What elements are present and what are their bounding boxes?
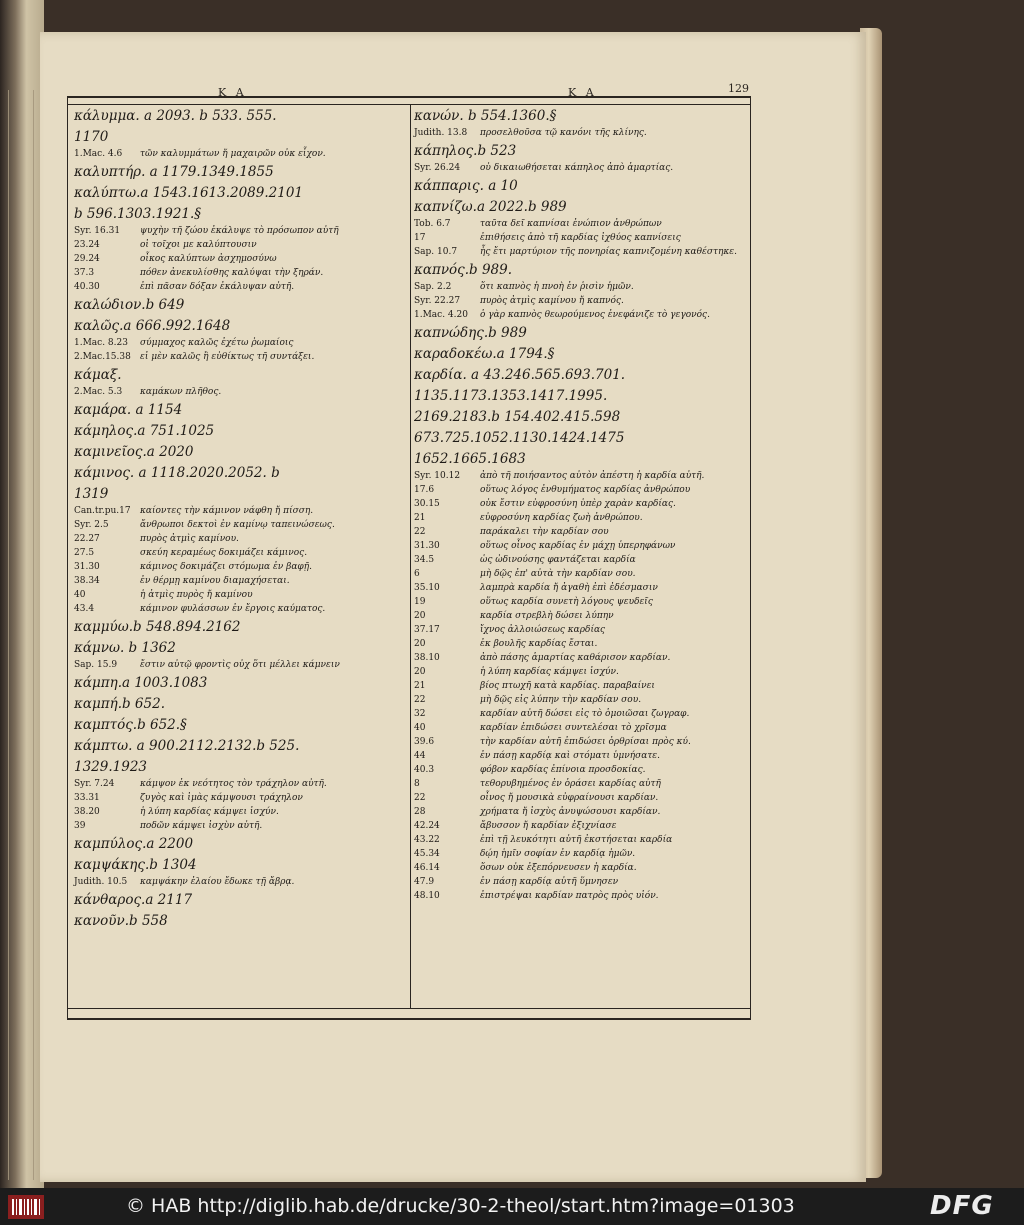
citation-reference: 31.30	[414, 541, 440, 551]
citation-quote: πυρὸς ἀτμὶς καμίνου ἤ καπνός.	[480, 296, 624, 306]
citation-reference: Can.tr.pu.17	[74, 506, 131, 516]
citation-line	[414, 834, 746, 848]
headword-entry	[414, 344, 746, 365]
citation-line	[74, 603, 406, 617]
citation-quote: φόβον καρδίας ἐπίνοια προσδοκίας.	[480, 765, 646, 775]
citation-quote: ἀπὸ τῆ ποιήσαντος αὐτὸν ἀπέστη ἡ καρδία αὐτῆ.	[480, 471, 705, 481]
headword-entry	[74, 463, 406, 484]
citation-reference: 1.Mac. 8.23	[74, 338, 128, 348]
citation-quote: λαμπρὰ καρδία ἤ ἀγαθὴ ἐπὶ ἐδέσμασιν	[480, 583, 658, 593]
citation-reference: 23.24	[74, 240, 100, 250]
citation-line	[414, 582, 746, 596]
citation-quote: ἐπὶ τῇ λευκότητι αὐτῆ ἐκστήσεται καρδία	[480, 835, 673, 845]
citation-reference: Syr. 26.24	[414, 163, 461, 173]
citation-line	[74, 547, 406, 561]
citation-line	[414, 554, 746, 568]
running-head-left: Κ Α	[218, 86, 247, 99]
citation-quote: μὴ δῷς εἰς λύπην τὴν καρδίαν σου.	[480, 695, 642, 705]
citation-quote: εἰ μὲν καλῶς ἢ εὐθίκτως τῆ συντάξει.	[140, 352, 315, 362]
citation-line	[74, 148, 406, 162]
citation-reference: 27.5	[74, 548, 95, 558]
page-number: 129	[728, 82, 749, 95]
citation-line	[414, 540, 746, 554]
citation-line	[74, 519, 406, 533]
headword-entry	[414, 323, 746, 344]
citation-line	[414, 666, 746, 680]
headword-entry	[74, 638, 406, 659]
citation-quote: βίος πτωχῆ κατὰ καρδίας. παραβαίνει	[480, 681, 655, 691]
headword-entry	[74, 442, 406, 463]
citation-quote: οὐ δικαιωθήσεται κάπηλος ἀπὸ ἁμαρτίας.	[480, 163, 674, 173]
citation-reference: 6	[414, 569, 420, 579]
headword-entry	[74, 421, 406, 442]
headword-text: καπνός.b 989.	[414, 262, 513, 278]
copyright-link[interactable]: © HAB http://diglib.hab.de/drucke/30-2-theol/start.htm?image=01303	[126, 1195, 795, 1217]
headword-text: καμψάκης.b 1304	[74, 857, 197, 873]
citation-reference: Sap. 2.2	[414, 282, 452, 292]
citation-quote: κάμψον ἐκ νεότητος τὸν τράχηλον αὐτῆ.	[140, 779, 327, 789]
citation-reference: 8	[414, 779, 420, 789]
citation-reference: 35.10	[414, 583, 440, 593]
citation-reference: 22	[414, 695, 426, 705]
headword-entry	[74, 295, 406, 316]
citation-quote: ἧς ἔτι μαρτύριον τῆς πονηρίας καπνιζομένη καθέστηκε.	[480, 247, 737, 257]
citation-reference: Judith. 13.8	[414, 128, 468, 138]
headword-text: 1329.1923	[74, 759, 148, 775]
headword-entry	[74, 484, 406, 505]
citation-reference: 46.14	[414, 863, 440, 873]
citation-quote: ἐπιθήσεις ἀπὸ τῆ καρδίας ἰχθύος καπνίσεις	[480, 233, 681, 243]
headword-text: καπνίζω.a 2022.b 989	[414, 199, 567, 215]
citation-quote: ἐκ βουλῆς καρδίας ἔσται.	[480, 639, 598, 649]
citation-reference: 2.Mac.15.38	[74, 352, 131, 362]
citation-line	[414, 526, 746, 540]
citation-line	[74, 281, 406, 295]
headword-text: κάνθαρος.a 2117	[74, 892, 193, 908]
citation-quote: ἄβυσσον ἤ καρδίαν ἐξιχνίασε	[480, 821, 617, 831]
frame-rule-bottom	[67, 1008, 751, 1009]
citation-line	[74, 505, 406, 519]
citation-quote: καρδίαν αὐτῆ δώσει εἰς τὸ ὁμοιῶσαι ζωγραφ.	[480, 709, 690, 719]
headword-text: καραδοκέω.a 1794.§	[414, 346, 555, 362]
citation-reference: 34.5	[414, 555, 435, 565]
headword-entry	[74, 162, 406, 183]
citation-reference: 45.34	[414, 849, 440, 859]
citation-line	[414, 309, 746, 323]
citation-line	[414, 246, 746, 260]
citation-quote: οὕτως καρδία συνετὴ λόγους ψευδεῖς	[480, 597, 653, 607]
citation-quote: σύμμαχος καλῶς ἐχέτω ῥωμαίοις	[140, 338, 294, 348]
frame-rule-top	[67, 104, 751, 105]
citation-reference: 1.Mac. 4.20	[414, 310, 468, 320]
dfg-logo: DFG	[930, 1191, 994, 1221]
headword-entry	[414, 106, 746, 127]
citation-reference: 20	[414, 667, 426, 677]
citation-reference: 19	[414, 597, 426, 607]
viewer-footer	[0, 1188, 1024, 1225]
citation-reference: Syr. 22.27	[414, 296, 461, 306]
citation-quote: προσελθοῦσα τῷ κανόνι τῆς κλίνης.	[480, 128, 647, 138]
citation-line	[414, 127, 746, 141]
citation-reference: Judith. 10.5	[74, 877, 128, 887]
headword-entry	[74, 673, 406, 694]
citation-reference: 48.10	[414, 891, 440, 901]
citation-quote: παράκαλει τὴν καρδίαν σου	[480, 527, 609, 537]
citation-quote: ὅτι καπνὸς ἡ πνοὴ ἐν ῥισὶν ἡμῶν.	[480, 282, 634, 292]
citation-reference: 39.6	[414, 737, 435, 747]
citation-reference: 44	[414, 751, 426, 761]
headword-text: καμπή.b 652.	[74, 696, 165, 712]
headword-entry	[414, 260, 746, 281]
citation-reference: Syr. 10.12	[414, 471, 461, 481]
citation-quote: ταῦτα δεῖ καπνίσαι ἐνώπιον ἀνθρώπων	[480, 219, 662, 229]
headword-entry	[74, 855, 406, 876]
headword-text: 1652.1665.1683	[414, 451, 526, 467]
citation-quote: οὐκ ἔστιν εὐφροσύνη ὑπὲρ χαρὰν καρδίας.	[480, 499, 676, 509]
citation-quote: ἡ λύπη καρδίας κάμψει ἰσχύν.	[480, 667, 619, 677]
headword-text: κανών. b 554.1360.§	[414, 108, 557, 124]
citation-reference: 21	[414, 513, 426, 523]
citation-reference: 22.27	[74, 534, 100, 544]
citation-reference: 43.4	[74, 604, 95, 614]
citation-line	[414, 610, 746, 624]
headword-entry	[74, 127, 406, 148]
headword-entry	[74, 183, 406, 204]
headword-text: κάππαρις. a 10	[414, 178, 518, 194]
citation-line	[414, 778, 746, 792]
citation-quote: καμψάκην ἐλαίου ἔδωκε τῇ ἄβρᾳ.	[140, 877, 295, 887]
headword-text: κάμηλος.a 751.1025	[74, 423, 215, 439]
citation-line	[414, 792, 746, 806]
citation-quote: ἐν πάσῃ καρδίᾳ αὐτῆ ὕμνησεν	[480, 877, 619, 887]
citation-line	[74, 533, 406, 547]
headword-entry	[414, 197, 746, 218]
headword-text: καμπτός.b 652.§	[74, 717, 187, 733]
citation-reference: 2.Mac. 5.3	[74, 387, 123, 397]
citation-reference: 43.22	[414, 835, 440, 845]
citation-reference: 31.30	[74, 562, 100, 572]
citation-quote: ζυγὸς καὶ ἱμὰς κάμψουσι τράχηλον	[140, 793, 303, 803]
citation-reference: 21	[414, 681, 426, 691]
citation-quote: ἡ λύπη καρδίας κάμψει ἰσχύν.	[140, 807, 279, 817]
citation-quote: ἴχνος ἀλλοιώσεως καρδίας	[480, 625, 606, 635]
headword-text: κάμνω. b 1362	[74, 640, 176, 656]
citation-quote: ἡ ἀτμὶς πυρὸς ἤ καμίνου	[140, 590, 253, 600]
citation-quote: ἐν θέρμῃ καμίνου διαμαχήσεται.	[140, 576, 290, 586]
citation-quote: οἶκος καλύπτων ἀσχημοσύνω	[140, 254, 277, 264]
citation-quote: εὐφροσύνη καρδίας ζωὴ ἀνθρώπου.	[480, 513, 643, 523]
headword-entry	[74, 890, 406, 911]
citation-quote: ὅσων οὐκ ἐξεπόρνευσεν ἡ καρδία.	[480, 863, 637, 873]
headword-entry	[414, 365, 746, 386]
headword-entry	[74, 694, 406, 715]
citation-reference: Syr. 7.24	[74, 779, 115, 789]
headword-text: b 596.1303.1921.§	[74, 206, 202, 222]
right-column	[414, 106, 746, 904]
citation-line	[414, 722, 746, 736]
citation-line	[74, 589, 406, 603]
headword-entry	[74, 316, 406, 337]
citation-line	[414, 498, 746, 512]
barcode-logo-icon	[8, 1193, 44, 1221]
citation-line	[414, 162, 746, 176]
citation-reference: 17.6	[414, 485, 435, 495]
headword-text: 673.725.1052.1130.1424.1475	[414, 430, 625, 446]
citation-line	[414, 764, 746, 778]
citation-line	[74, 267, 406, 281]
headword-entry	[74, 736, 406, 757]
citation-quote: τῶν καλυμμάτων ἤ μαχαιρῶν οὐκ εἶχον.	[140, 149, 326, 159]
citation-quote: καίοντες τὴν κάμινον νάφθη ἤ πίσση.	[140, 506, 314, 516]
headword-text: κάμπη.a 1003.1083	[74, 675, 208, 691]
citation-reference: 40.3	[414, 765, 435, 775]
citation-quote: ὡς ὠδινούσης φαντάζεται καρδία	[480, 555, 636, 565]
citation-quote: οἱ τοῖχοι με καλύπτουσιν	[140, 240, 257, 250]
citation-reference: 22	[414, 793, 426, 803]
headword-entry	[74, 400, 406, 421]
citation-quote: ὁ γὰρ καπνὸς θεωρούμενος ἐνεφάνιζε τὸ γεγονός.	[480, 310, 710, 320]
citation-line	[74, 337, 406, 351]
headword-entry	[414, 386, 746, 407]
citation-line	[414, 708, 746, 722]
citation-line	[74, 561, 406, 575]
citation-reference: Sap. 10.7	[414, 247, 458, 257]
citation-line	[414, 624, 746, 638]
citation-quote: ἐπὶ πᾶσαν δόξαν ἐκάλυψαν αὐτῆ.	[140, 282, 295, 292]
citation-line	[414, 750, 746, 764]
citation-line	[414, 820, 746, 834]
book-spine	[0, 0, 44, 1188]
headword-entry	[414, 407, 746, 428]
headword-text: 1170	[74, 129, 109, 145]
headword-entry	[74, 617, 406, 638]
citation-reference: 40	[74, 590, 86, 600]
citation-line	[74, 659, 406, 673]
headword-entry	[74, 106, 406, 127]
citation-line	[414, 806, 746, 820]
headword-entry	[414, 428, 746, 449]
citation-line	[74, 792, 406, 806]
headword-text: 1135.1173.1353.1417.1995.	[414, 388, 608, 404]
left-column	[74, 106, 406, 932]
citation-line	[74, 225, 406, 239]
citation-quote: ἐν πάσῃ καρδίᾳ καὶ στόματι ὑμνήσατε.	[480, 751, 660, 761]
citation-line	[414, 218, 746, 232]
citation-line	[414, 232, 746, 246]
citation-line	[414, 680, 746, 694]
headword-text: κάλυμμα. a 2093. b 533. 555.	[74, 108, 277, 124]
citation-quote: καρδία στρεβλὴ δώσει λύπην	[480, 611, 614, 621]
headword-text: κάπηλος.b 523	[414, 143, 517, 159]
headword-text: κάμαξ.	[74, 367, 122, 383]
headword-text: κανοῦν.b 558	[74, 913, 168, 929]
citation-line	[74, 876, 406, 890]
headword-text: καλύπτω.a 1543.1613.2089.2101	[74, 185, 304, 201]
citation-line	[414, 470, 746, 484]
citation-line	[414, 484, 746, 498]
citation-quote: τεθορυβημένος ἐν ὁράσει καρδίας αὐτῆ	[480, 779, 661, 789]
citation-quote: μὴ δῷς ἐπ' αὐτὰ τὴν καρδίαν σου.	[480, 569, 636, 579]
headword-text: καμμύω.b 548.894.2162	[74, 619, 241, 635]
citation-reference: 29.24	[74, 254, 100, 264]
citation-reference: 39	[74, 821, 86, 831]
citation-line	[414, 295, 746, 309]
citation-reference: Syr. 2.5	[74, 520, 109, 530]
headword-text: καλῶς.a 666.992.1648	[74, 318, 231, 334]
citation-quote: πυρὸς ἀτμὶς καμίνου.	[140, 534, 239, 544]
headword-entry	[74, 911, 406, 932]
citation-quote: σκεύη κεραμέως δοκιμάζει κάμινος.	[140, 548, 308, 558]
citation-reference: 20	[414, 639, 426, 649]
citation-quote: ἔστιν αὐτῷ φροντὶς οὐχ ὅτι μέλλει κάμνειν	[140, 660, 340, 670]
citation-line	[74, 806, 406, 820]
citation-reference: 42.24	[414, 821, 440, 831]
citation-quote: ἄνθρωποι δεκτοὶ ἐν καμίνῳ ταπεινώσεως.	[140, 520, 335, 530]
citation-quote: καμάκων πλῆθος.	[140, 387, 222, 397]
citation-line	[414, 596, 746, 610]
headword-entry	[74, 365, 406, 386]
headword-text: καλώδιον.b 649	[74, 297, 185, 313]
headword-entry	[74, 834, 406, 855]
citation-quote: οὕτως οἶνος καρδίας ἐν μάχῃ ὑπερηφάνων	[480, 541, 676, 551]
citation-reference: 37.17	[414, 625, 440, 635]
citation-line	[74, 351, 406, 365]
citation-quote: ἀπὸ πάσης ἁμαρτίας καθάρισον καρδίαν.	[480, 653, 671, 663]
citation-reference: 40.30	[74, 282, 100, 292]
citation-line	[74, 820, 406, 834]
citation-reference: 1.Mac. 4.6	[74, 149, 123, 159]
headword-text: κάμινος. a 1118.2020.2052. b	[74, 465, 280, 481]
citation-line	[414, 652, 746, 666]
citation-reference: Sap. 15.9	[74, 660, 118, 670]
citation-reference: Tob. 6.7	[414, 219, 451, 229]
citation-reference: 30.15	[414, 499, 440, 509]
column-divider	[410, 104, 411, 1008]
citation-reference: 47.9	[414, 877, 435, 887]
citation-line	[74, 778, 406, 792]
citation-line	[74, 253, 406, 267]
headword-text: 2169.2183.b 154.402.415.598	[414, 409, 621, 425]
citation-reference: 28	[414, 807, 426, 817]
headword-text: καμινεῖος.a 2020	[74, 444, 194, 460]
citation-reference: 20	[414, 611, 426, 621]
citation-line	[414, 848, 746, 862]
citation-quote: πόθεν ἀνεκυλίσθης καλύψαι τὴν ξηράν.	[140, 268, 324, 278]
citation-line	[414, 736, 746, 750]
citation-line	[414, 512, 746, 526]
citation-quote: οὕτως λόγος ἐνθυμήματος καρδίας ἀνθρώπου	[480, 485, 691, 495]
citation-quote: ποδῶν κάμψει ἰσχὺν αὐτῆ.	[140, 821, 263, 831]
citation-reference: 37.3	[74, 268, 95, 278]
headword-entry	[414, 449, 746, 470]
citation-reference: 38.20	[74, 807, 100, 817]
headword-text: καμάρα. a 1154	[74, 402, 183, 418]
citation-quote: ψυχὴν τῆ ζώου ἐκάλυψε τὸ πρόσωπον αὐτῆ	[140, 226, 339, 236]
citation-quote: κάμινον φυλάσσων ἐν ἔργοις καύματος.	[140, 604, 326, 614]
citation-line	[74, 239, 406, 253]
citation-quote: οἶνος ἤ μουσικὰ εὐφραίνουσι καρδίαν.	[480, 793, 659, 803]
citation-reference: Syr. 16.31	[74, 226, 121, 236]
citation-line	[414, 876, 746, 890]
citation-line	[74, 575, 406, 589]
headword-text: καρδία. a 43.246.565.693.701.	[414, 367, 626, 383]
citation-reference: 40	[414, 723, 426, 733]
headword-entry	[74, 757, 406, 778]
citation-line	[414, 568, 746, 582]
headword-entry	[414, 176, 746, 197]
headword-entry	[74, 204, 406, 225]
citation-line	[414, 638, 746, 652]
citation-reference: 38.34	[74, 576, 100, 586]
citation-quote: κάμινος δοκιμάζει στόμωμα ἐν βαφῇ.	[140, 562, 312, 572]
citation-quote: ἐπιστρέψαι καρδίαν πατρὸς πρὸς υἱόν.	[480, 891, 659, 901]
headword-text: καπνώδης.b 989	[414, 325, 527, 341]
headword-text: καλυπτήρ. a 1179.1349.1855	[74, 164, 274, 180]
citation-reference: 32	[414, 709, 426, 719]
citation-quote: τὴν καρδίαν αὐτῆ ἐπιδώσει ὀρθρίσαι πρὸς κύ.	[480, 737, 691, 747]
headword-entry	[414, 141, 746, 162]
citation-reference: 38.10	[414, 653, 440, 663]
citation-reference: 17	[414, 233, 426, 243]
citation-quote: δῴη ἡμῖν σοφίαν ἐν καρδίᾳ ἡμῶν.	[480, 849, 636, 859]
headword-text: καμπύλος.a 2200	[74, 836, 194, 852]
citation-line	[74, 386, 406, 400]
headword-text: κάμπτω. a 900.2112.2132.b 525.	[74, 738, 300, 754]
citation-line	[414, 694, 746, 708]
citation-line	[414, 890, 746, 904]
citation-reference: 33.31	[74, 793, 100, 803]
citation-quote: χρήματα ἤ ἰσχὺς ἀνυψώσουσι καρδίαν.	[480, 807, 661, 817]
citation-line	[414, 281, 746, 295]
citation-quote: καρδίαν ἐπιδώσει συντελέσαι τὸ χρῖσμα	[480, 723, 667, 733]
citation-line	[414, 862, 746, 876]
headword-text: 1319	[74, 486, 109, 502]
citation-reference: 22	[414, 527, 426, 537]
headword-entry	[74, 715, 406, 736]
running-head-right: Κ Α	[568, 86, 597, 99]
